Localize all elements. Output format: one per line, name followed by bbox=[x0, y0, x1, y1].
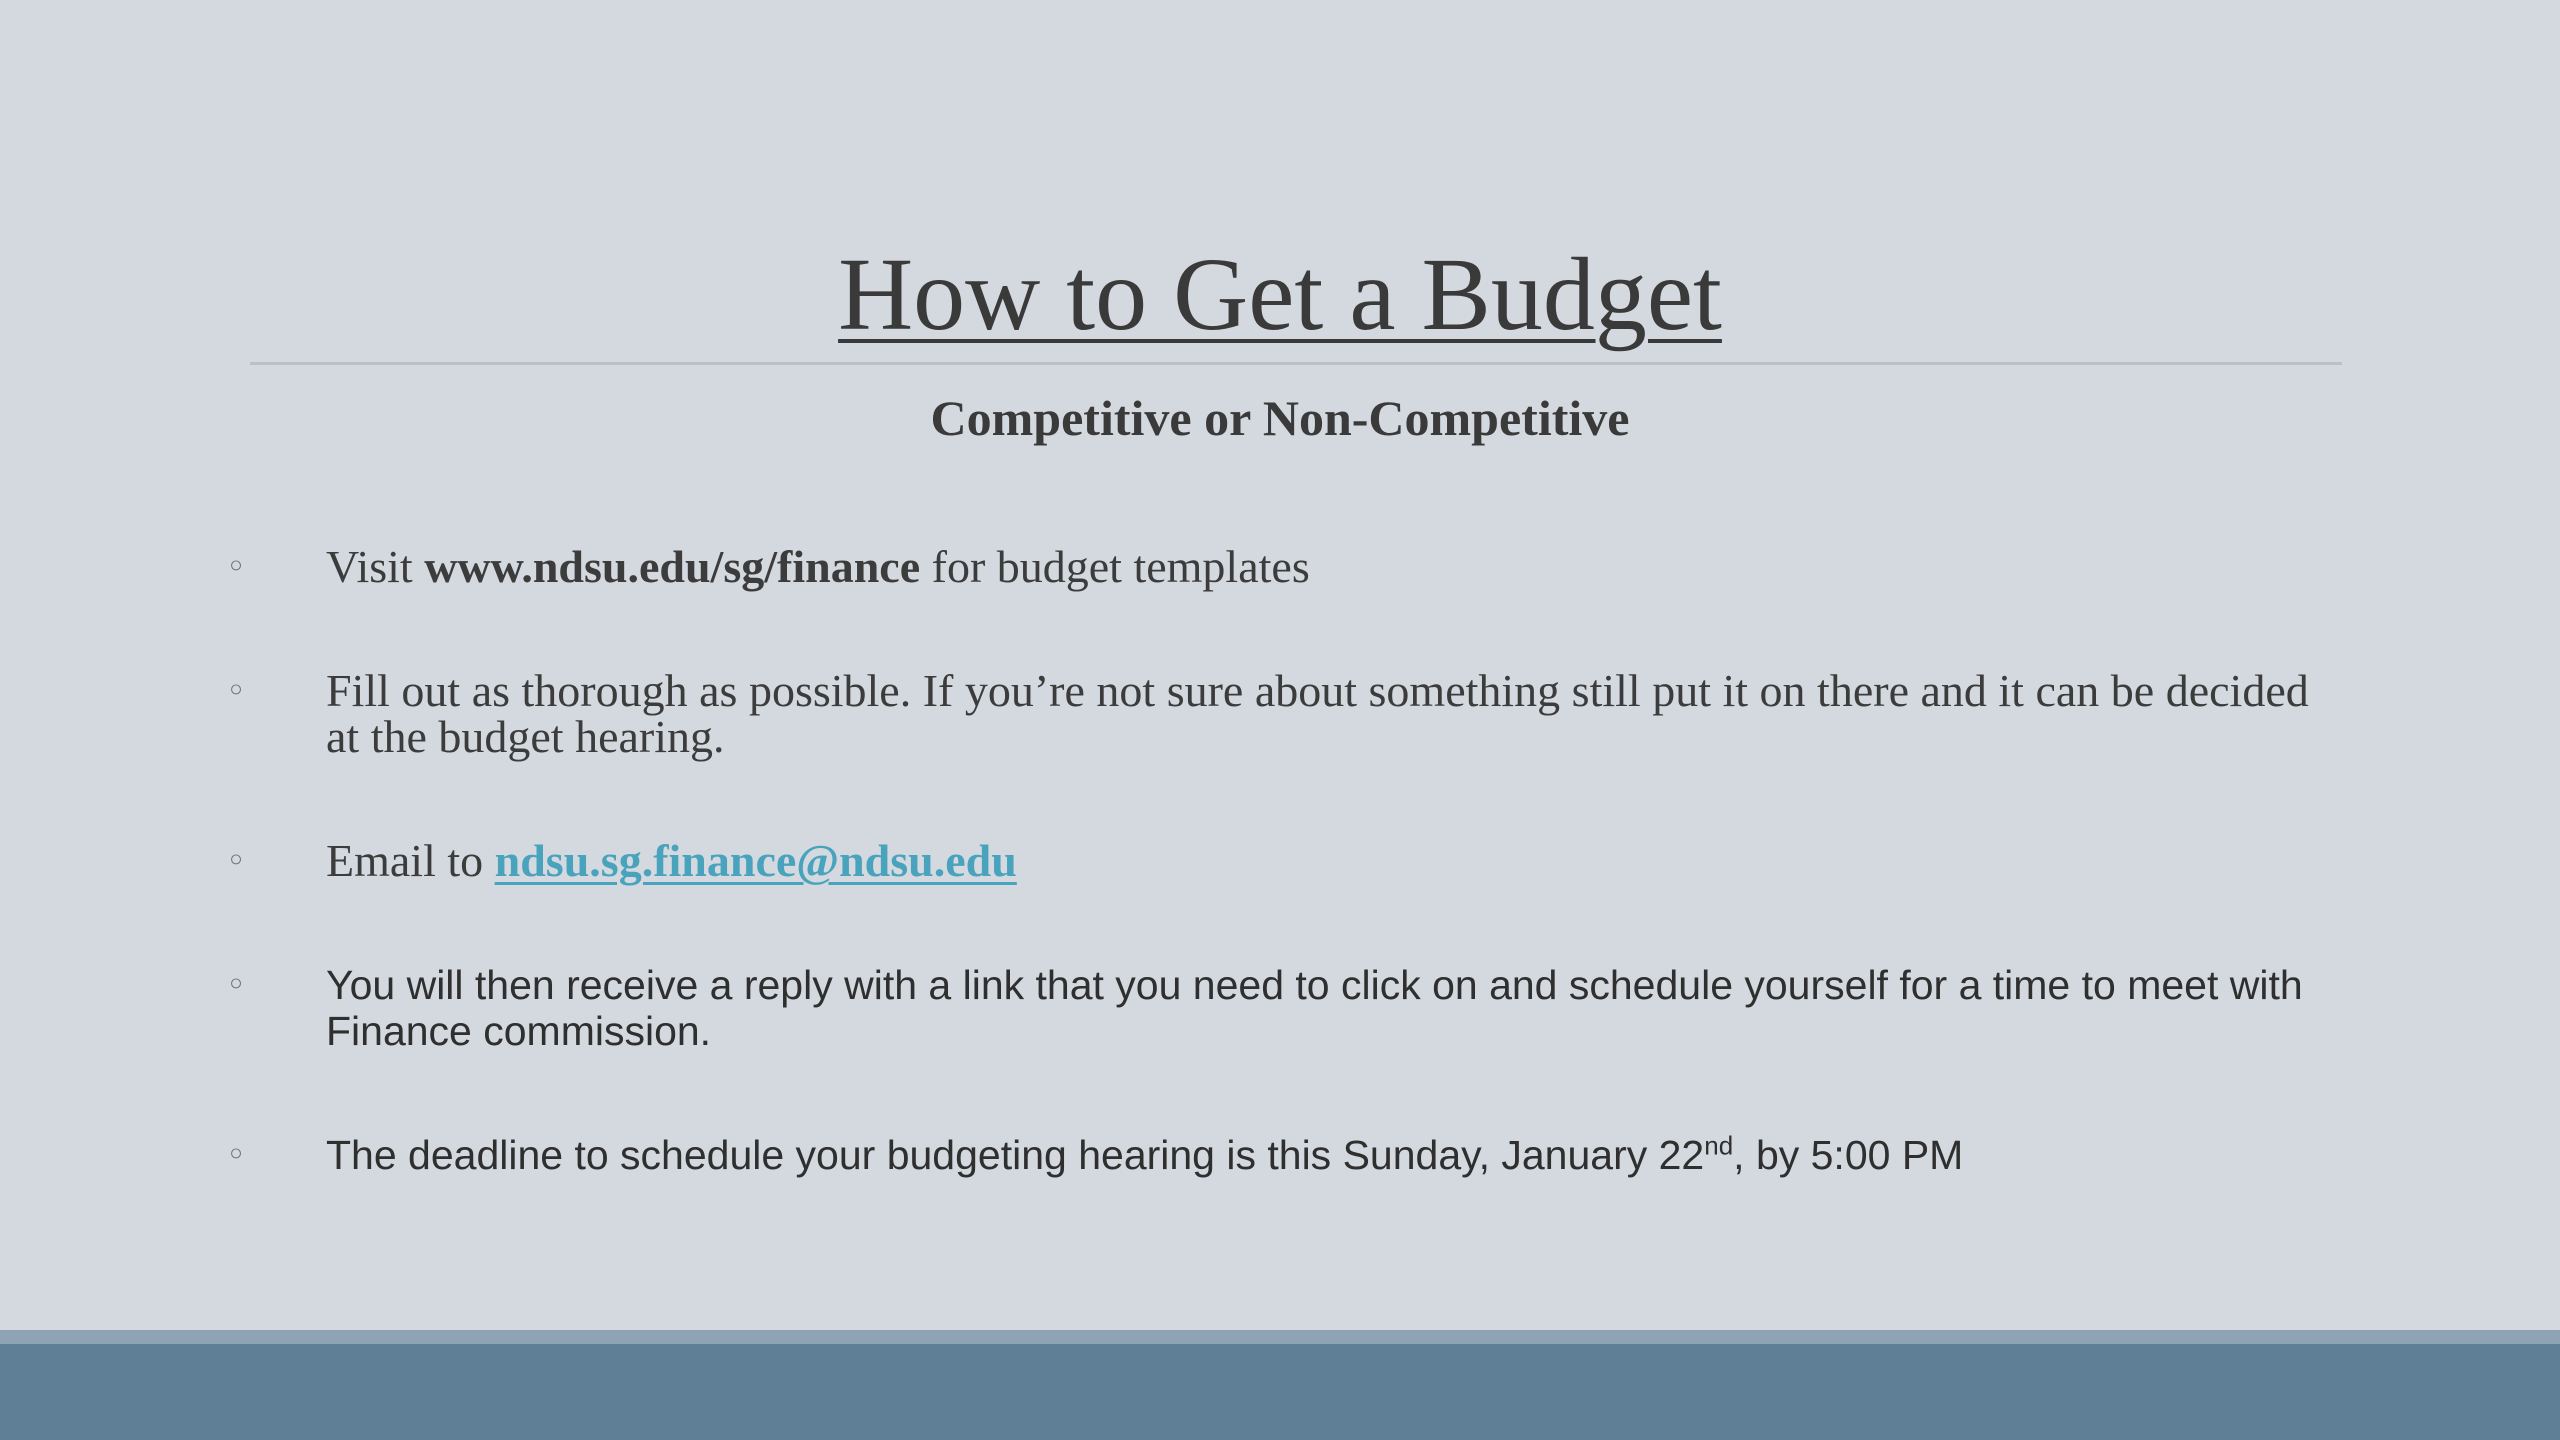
slide-title: How to Get a Budget bbox=[838, 237, 1722, 352]
bullet-prefix: Email to bbox=[326, 835, 495, 886]
bullet-text: You will then receive a reply with a link that you need to click on and schedule yourself for a time to meet with Finance commission. bbox=[326, 962, 2303, 1054]
deadline-text: The deadline to schedule your budgeting hearing is this Sunday, January 22 bbox=[326, 1132, 1705, 1178]
bullet-text: Fill out as thorough as possible. If you’re not sure about something still put it on there and it can be decided at the budget hearing. bbox=[326, 665, 2309, 762]
title-divider bbox=[250, 362, 2342, 365]
bullet-prefix: Visit bbox=[326, 541, 425, 592]
footer-stripe bbox=[0, 1330, 2560, 1344]
bullet-text bbox=[326, 835, 2326, 886]
bullet-marker: ◦ bbox=[226, 547, 247, 587]
bullet-text bbox=[326, 541, 2326, 592]
bullet-text bbox=[326, 1132, 2326, 1178]
bullet-marker: ◦ bbox=[226, 671, 247, 711]
bullet-marker: ◦ bbox=[226, 1135, 247, 1175]
ordinal-suffix: nd bbox=[1704, 1130, 1734, 1161]
email-link[interactable]: ndsu.sg.finance@ndsu.edu bbox=[494, 835, 1017, 886]
bullet-suffix: for budget templates bbox=[920, 541, 1310, 592]
footer-band bbox=[0, 1344, 2560, 1440]
deadline-time: , by 5:00 PM bbox=[1733, 1132, 1964, 1178]
finance-url-text: www.ndsu.edu/sg/finance bbox=[424, 541, 921, 592]
slide-subtitle: Competitive or Non-Competitive bbox=[930, 390, 1630, 446]
bullet-marker: ◦ bbox=[226, 841, 247, 881]
bullet-marker: ◦ bbox=[226, 965, 247, 1005]
